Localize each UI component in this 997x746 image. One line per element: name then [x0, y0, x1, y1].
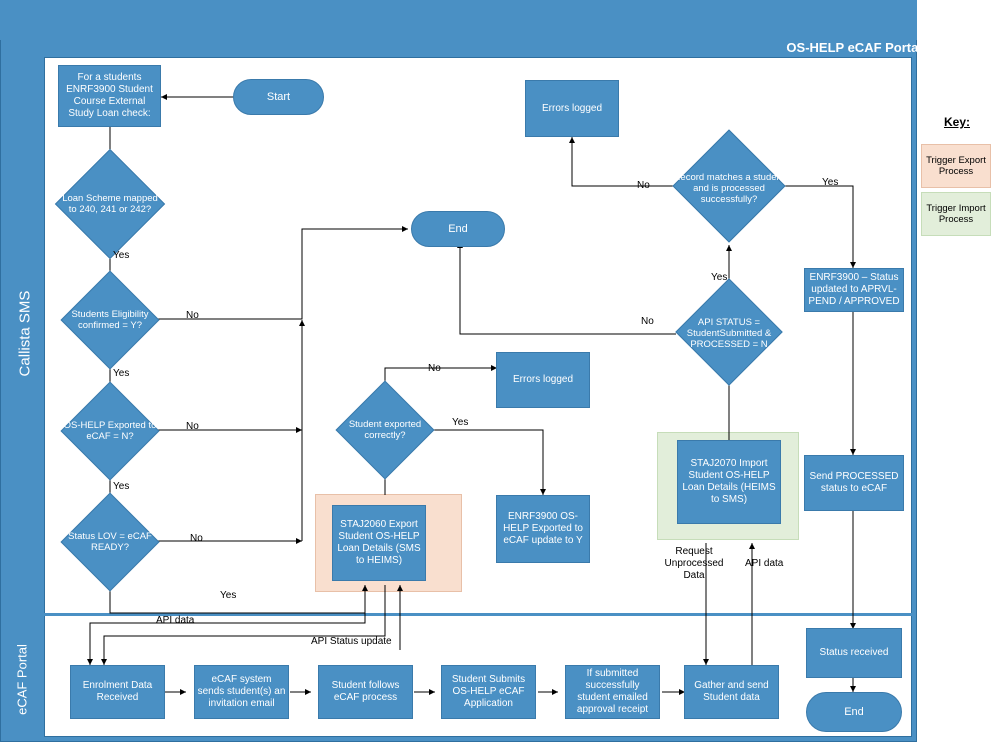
node-exported-to-ecaf-decision[interactable]	[55, 394, 165, 468]
node-exported-to-ecaf-label: OS-HELP Exported to eCAF = N?	[63, 420, 157, 442]
node-for-a-students[interactable]: For a students ENRF3900 Student Course External Study Loan check:	[58, 65, 161, 127]
page-title: OS-HELP eCAF Portal Flowchart	[786, 40, 987, 55]
node-api-status-decision[interactable]	[669, 292, 789, 374]
edge-label-record-matches-yes: Yes	[822, 177, 839, 188]
edge-label-status-lov-yes: Yes	[220, 590, 237, 601]
edge-label-api-status-no: No	[641, 316, 654, 327]
edge-label-loan-scheme-yes: Yes	[113, 250, 130, 261]
node-loan-scheme-decision[interactable]	[55, 162, 165, 246]
node-end-top[interactable]: End	[411, 211, 505, 247]
edge-label-exported-yes: Yes	[113, 481, 130, 492]
node-enrf3900-update-y[interactable]: ENRF3900 OS-HELP Exported to eCAF update to Y	[496, 495, 590, 563]
diagram-title-bar	[0, 0, 917, 40]
node-start[interactable]: Start	[233, 79, 324, 115]
node-loan-scheme-label: Loan Scheme mapped to 240, 241 or 242?	[62, 193, 158, 215]
node-staj2060[interactable]: STAJ2060 Export Student OS-HELP Loan Details (SMS to HEIMS)	[332, 505, 426, 581]
node-record-matches-decision[interactable]	[669, 130, 789, 246]
node-status-lov-decision[interactable]	[55, 505, 165, 579]
node-record-matches-label: Record matches a student and is processed successfully?	[673, 171, 785, 205]
node-gather-send-student-data[interactable]: Gather and send Student data	[684, 665, 779, 719]
node-student-exported-decision[interactable]	[330, 392, 440, 468]
node-send-processed[interactable]: Send PROCESSED status to eCAF	[804, 455, 904, 511]
lane-label-ecaf-portal: eCAF Portal	[14, 644, 30, 715]
edge-label-api-data-portal: API data	[156, 615, 195, 626]
node-api-status-label: API STATUS = StudentSubmitted & PROCESSED = N	[686, 316, 772, 350]
node-eligibility-label: Students Eligibility confirmed = Y?	[71, 309, 149, 331]
node-status-lov-label: Status LOV = eCAF READY?	[68, 531, 152, 553]
lane-label-callista-sms: Callista SMS	[16, 290, 34, 377]
node-student-exported-label: Student exported correctly?	[348, 419, 422, 441]
edge-label-eligibility-no: No	[186, 310, 199, 321]
edge-label-student-exported-no: No	[428, 363, 441, 374]
edge-label-api-status-update: API Status update	[311, 636, 392, 647]
edge-label-api-status-yes: Yes	[711, 272, 728, 283]
edge-label-exported-no: No	[186, 421, 199, 432]
node-errors-logged-mid[interactable]: Errors logged	[496, 352, 590, 408]
node-enrolment-data-received[interactable]: Enrolment Data Received	[70, 665, 165, 719]
edge-label-api-data-import: API data	[745, 558, 784, 569]
node-status-received[interactable]: Status received	[806, 628, 902, 678]
edge-label-record-matches-no: No	[637, 180, 650, 191]
node-invitation-email[interactable]: eCAF system sends student(s) an invitation email	[194, 665, 289, 719]
node-end-bottom[interactable]: End	[806, 692, 902, 732]
node-enrf3900-status[interactable]: ENRF3900 – Status updated to APRVL-PEND / APPROVED	[804, 268, 904, 312]
node-approval-receipt[interactable]: If submitted successfully student emailed approval receipt	[565, 665, 660, 719]
edge-label-eligibility-yes: Yes	[113, 368, 130, 379]
edge-label-request-unprocessed-data: Request Unprocessed Data	[664, 546, 724, 581]
node-staj2070[interactable]: STAJ2070 Import Student OS-HELP Loan Details (HEIMS to SMS)	[677, 440, 781, 524]
node-errors-logged-top[interactable]: Errors logged	[525, 80, 619, 137]
edge-label-status-lov-no: No	[190, 533, 203, 544]
edge-label-student-exported-yes: Yes	[452, 417, 469, 428]
node-eligibility-decision[interactable]	[55, 283, 165, 357]
key-title: Key:	[943, 115, 970, 129]
key-trigger-import: Trigger Import Process	[921, 192, 991, 236]
key-trigger-export: Trigger Export Process	[921, 144, 991, 188]
node-student-follows-process[interactable]: Student follows eCAF process	[318, 665, 413, 719]
node-student-submits-application[interactable]: Student Submits OS-HELP eCAF Application	[441, 665, 536, 719]
